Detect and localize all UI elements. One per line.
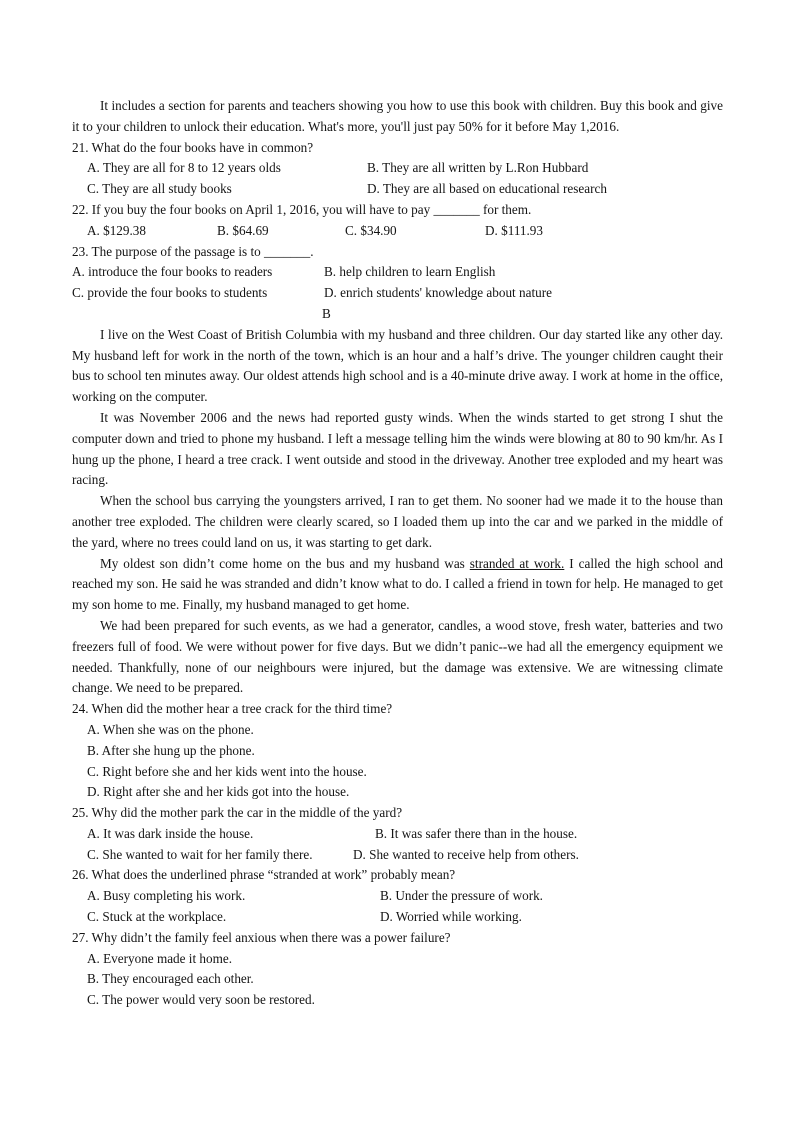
q21-options-row-1: [72, 158, 723, 179]
q25-option-c: C. She wanted to wait for her family there.: [87, 846, 313, 862]
intro-paragraph: It includes a section for parents and teachers showing you how to use this book with children. Buy this book and give it to your children to unlock their education. What's more, you'll just pay 50% for it before May 1,2016.: [72, 98, 723, 134]
question-26: 26. What does the underlined phrase “stranded at work” probably mean?: [72, 867, 456, 883]
passage-b-paragraph-4: [72, 554, 723, 616]
q26-option-d: D. Worried while working.: [380, 909, 522, 925]
passage-b-paragraph-1: I live on the West Coast of British Columbia with my husband and three children. Our day started like any other day. My husband left for work in the north of the town, which is an hour and a half’s drive. The younger children caught their bus to school ten minutes away. Our oldest attends high school and is a 40-minute drive away. I work at home in the office, working on the computer.: [72, 326, 723, 405]
q21-option-a: A. They are all for 8 to 12 years olds: [87, 160, 281, 176]
q21-options-row-2: [72, 179, 723, 200]
q27-option-a: A. Everyone made it home.: [87, 950, 233, 966]
q25-options-row-2: [72, 845, 723, 866]
section-b-heading: B: [322, 305, 331, 321]
q27-option-b: B. They encouraged each other.: [87, 971, 254, 987]
q22-option-d: D. $111.93: [485, 222, 543, 238]
q24-option-b: B. After she hung up the phone.: [87, 742, 255, 758]
q22-option-a: A. $129.38: [87, 222, 146, 238]
q21-option-d: D. They are all based on educational research: [367, 181, 607, 197]
q26-option-b: B. Under the pressure of work.: [380, 888, 543, 904]
q25-option-d: D. She wanted to receive help from others.: [353, 846, 579, 862]
q22-option-c: C. $34.90: [345, 222, 397, 238]
q25-option-a: A. It was dark inside the house.: [87, 825, 254, 841]
q24-option-a: A. When she was on the phone.: [87, 721, 254, 737]
document-page: [72, 96, 723, 1011]
q23-options-row-2: [72, 283, 723, 304]
q24-option-c: C. Right before she and her kids went into the house.: [87, 763, 367, 779]
q23-options-row-1: [72, 262, 723, 283]
q23-option-a: A. introduce the four books to readers: [72, 264, 273, 280]
passage-b-paragraph-3: When the school bus carrying the youngsters arrived, I ran to get them. No sooner had we made it to the house than another tree exploded. The children were clearly scared, so I loaded them up into the car and we parked in the middle of the yard, where no trees could land on us, it was starting to get dark.: [72, 493, 723, 550]
q22-options-row: [72, 221, 723, 242]
underlined-phrase: stranded at work.: [469, 555, 565, 571]
q26-options-row-1: [72, 886, 723, 907]
q21-option-c: C. They are all study books: [87, 181, 232, 197]
question-22: 22. If you buy the four books on April 1, 2016, you will have to pay _______ for them.: [72, 201, 532, 217]
q22-option-b: B. $64.69: [217, 222, 269, 238]
p4-text-before: My oldest son didn’t come home on the bus and my husband was: [100, 555, 470, 571]
passage-b-paragraph-2: It was November 2006 and the news had reported gusty winds. When the winds started to get strong I shut the computer down and tried to phone my husband. I left a message telling him the winds were blowing at 80 to 90 km/hr. As I hung up the phone, I heard a tree crack. I went outside and stood in the driveway. Another tree exploded and my heart was racing.: [72, 409, 723, 488]
q27-option-c: C. The power would very soon be restored.: [87, 992, 315, 1008]
q26-option-a: A. Busy completing his work.: [87, 888, 246, 904]
question-24: 24. When did the mother hear a tree crack for the third time?: [72, 701, 393, 717]
q25-option-b: B. It was safer there than in the house.: [375, 825, 578, 841]
question-25: 25. Why did the mother park the car in the middle of the yard?: [72, 805, 403, 821]
q23-option-d: D. enrich students' knowledge about nature: [324, 285, 552, 301]
q23-option-b: B. help children to learn English: [324, 264, 496, 280]
passage-b-paragraph-5: We had been prepared for such events, as we had a generator, candles, a wood stove, fresh water, batteries and two freezers full of food. We were without power for five days. But we didn’t panic--we had all the emergency equipment we needed. Thankfully, none of our neighbours were injured, but the damage was extensive. We are witnessing climate change. We need to be prepared.: [72, 617, 723, 696]
p4-text-after: I called the high school and reached my son. He said he was stranded and didn’t know what to do. I called a friend in town for help. He managed to get my son home to me. Finally, my husband managed to get home.: [72, 555, 724, 613]
q26-option-c: C. Stuck at the workplace.: [87, 909, 227, 925]
question-23: 23. The purpose of the passage is to _______.: [72, 243, 314, 259]
q25-options-row-1: [72, 824, 723, 845]
q21-option-b: B. They are all written by L.Ron Hubbard: [367, 160, 589, 176]
question-27: 27. Why didn’t the family feel anxious when there was a power failure?: [72, 929, 451, 945]
q26-options-row-2: [72, 907, 723, 928]
q24-option-d: D. Right after she and her kids got into the house.: [87, 784, 350, 800]
question-21: 21. What do the four books have in common?: [72, 139, 314, 155]
q23-option-c: C. provide the four books to students: [72, 285, 268, 301]
